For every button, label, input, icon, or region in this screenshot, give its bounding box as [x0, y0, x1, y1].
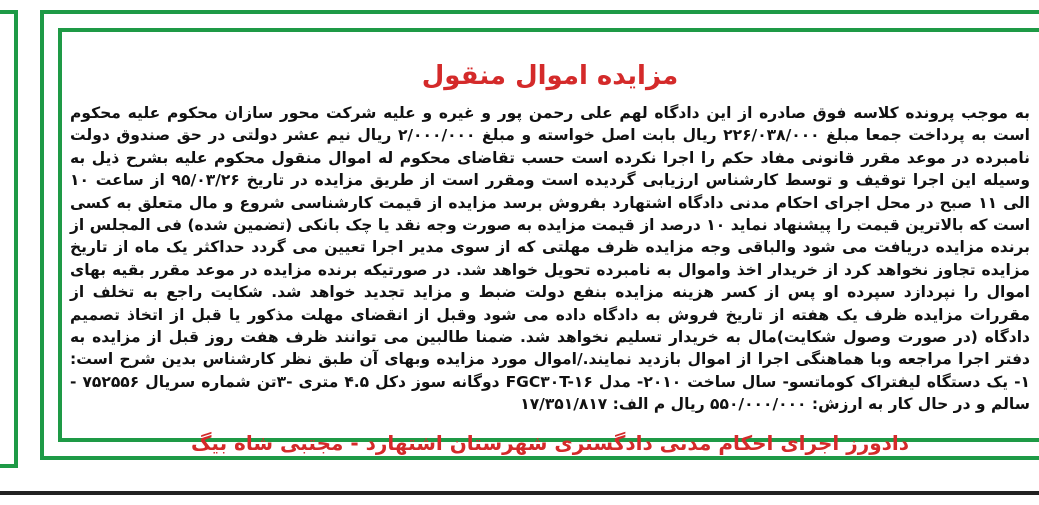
neighbor-frame-edge: [0, 10, 18, 468]
notice-body: به موجب پرونده کلاسه فوق صادره از این دادگاه لهم علی رحمن پور و غیره و علیه شرکت محور سازان محکوم علیه محکوم است به پرداخت جمعا مبلغ ۲۲۶/۰۳۸/۰۰۰ ریال بابت اصل خواسته و مبلغ ۲/۰۰۰/۰۰۰ ریال نیم عشر دولتی در حق صندوق دولت نامبرده در موعد مقرر قانونی مفاد حکم را اجرا نکرده است حسب تقاضای محکوم له اموال منقول محکوم علیه بشرح ذیل به وسیله این اجرا توقیف و توسط کارشناس ارزیابی گردیده است ومقرر است از طریق مزایده در تاریخ ۹۵/۰۳/۲۶ از ساعت ۱۰ الی ۱۱ صبح در محل اجرای احکام مدنی دادگاه اشتهارد بفروش برسد مزایده از قیمت کارشناسی شروع و مال متعلق به کسی است که بالاترین قیمت را پیشنهاد نماید ۱۰ درصد از قیمت مزایده به صورت وجه نقد یا چک بانکی (تضمین شده) فی المجلس از برنده مزایده دریافت می شود والباقی وجه مزایده ظرف مهلتی که از سوی مدیر اجرا تعیین می گردد حداکثر یک ماه از تاریخ مزایده تجاوز نخواهد کرد از خریدار اخذ واموال به نامبرده تحویل خواهد شد. در صورتیکه برنده مزایده در موعد مقرر بقیه بهای اموال را نپردازد سپرده او پس از کسر هزینه مزایده بنفع دولت ضبط و مزاید تجدید خواهد شد. شکایت راجع به تخلف از مقررات مزایده ظرف یک هفته از تاریخ فروش به دادگاه داده می شود وقبل از انقضای مهلت مذکور یا قبل از اتخاذ تصمیم دادگاه (در صورت وصول شکایت)مال به خریدار تسلیم نخواهد شد. ضمنا طالبین می توانند ظرف هفت روز قبل از مزایده به دفتر اجرا مراجعه وبا هماهنگی اجرا از اموال بازدید نمایند./اموال مورد مزایده وبهای آن طبق نظر کارشناس بدین شرح است: ۱- یک دستگاه لیفتراک کوماتسو- سال ساخت ۲۰۱۰- مدل FGC۳۰T-۱۶ دوگانه سوز دکل ۴.۵ متری -۳تن شماره سریال ۷۵۲۵۵۶ - سالم و در حال کار به ارزش: ۵۵۰/۰۰۰/۰۰۰ ریال م الف: ۱۷/۳۵۱/۸۱۷: [70, 104, 1031, 414]
notice-signature: دادورز اجرای احکام مدنی دادگستری شهرستان اشتهارد - مجتبی شاه بیگ: [190, 430, 910, 455]
notice-content: [70, 38, 1031, 455]
notice-title: مزایده اموال منقول: [421, 61, 679, 91]
page-divider: [0, 491, 1039, 495]
